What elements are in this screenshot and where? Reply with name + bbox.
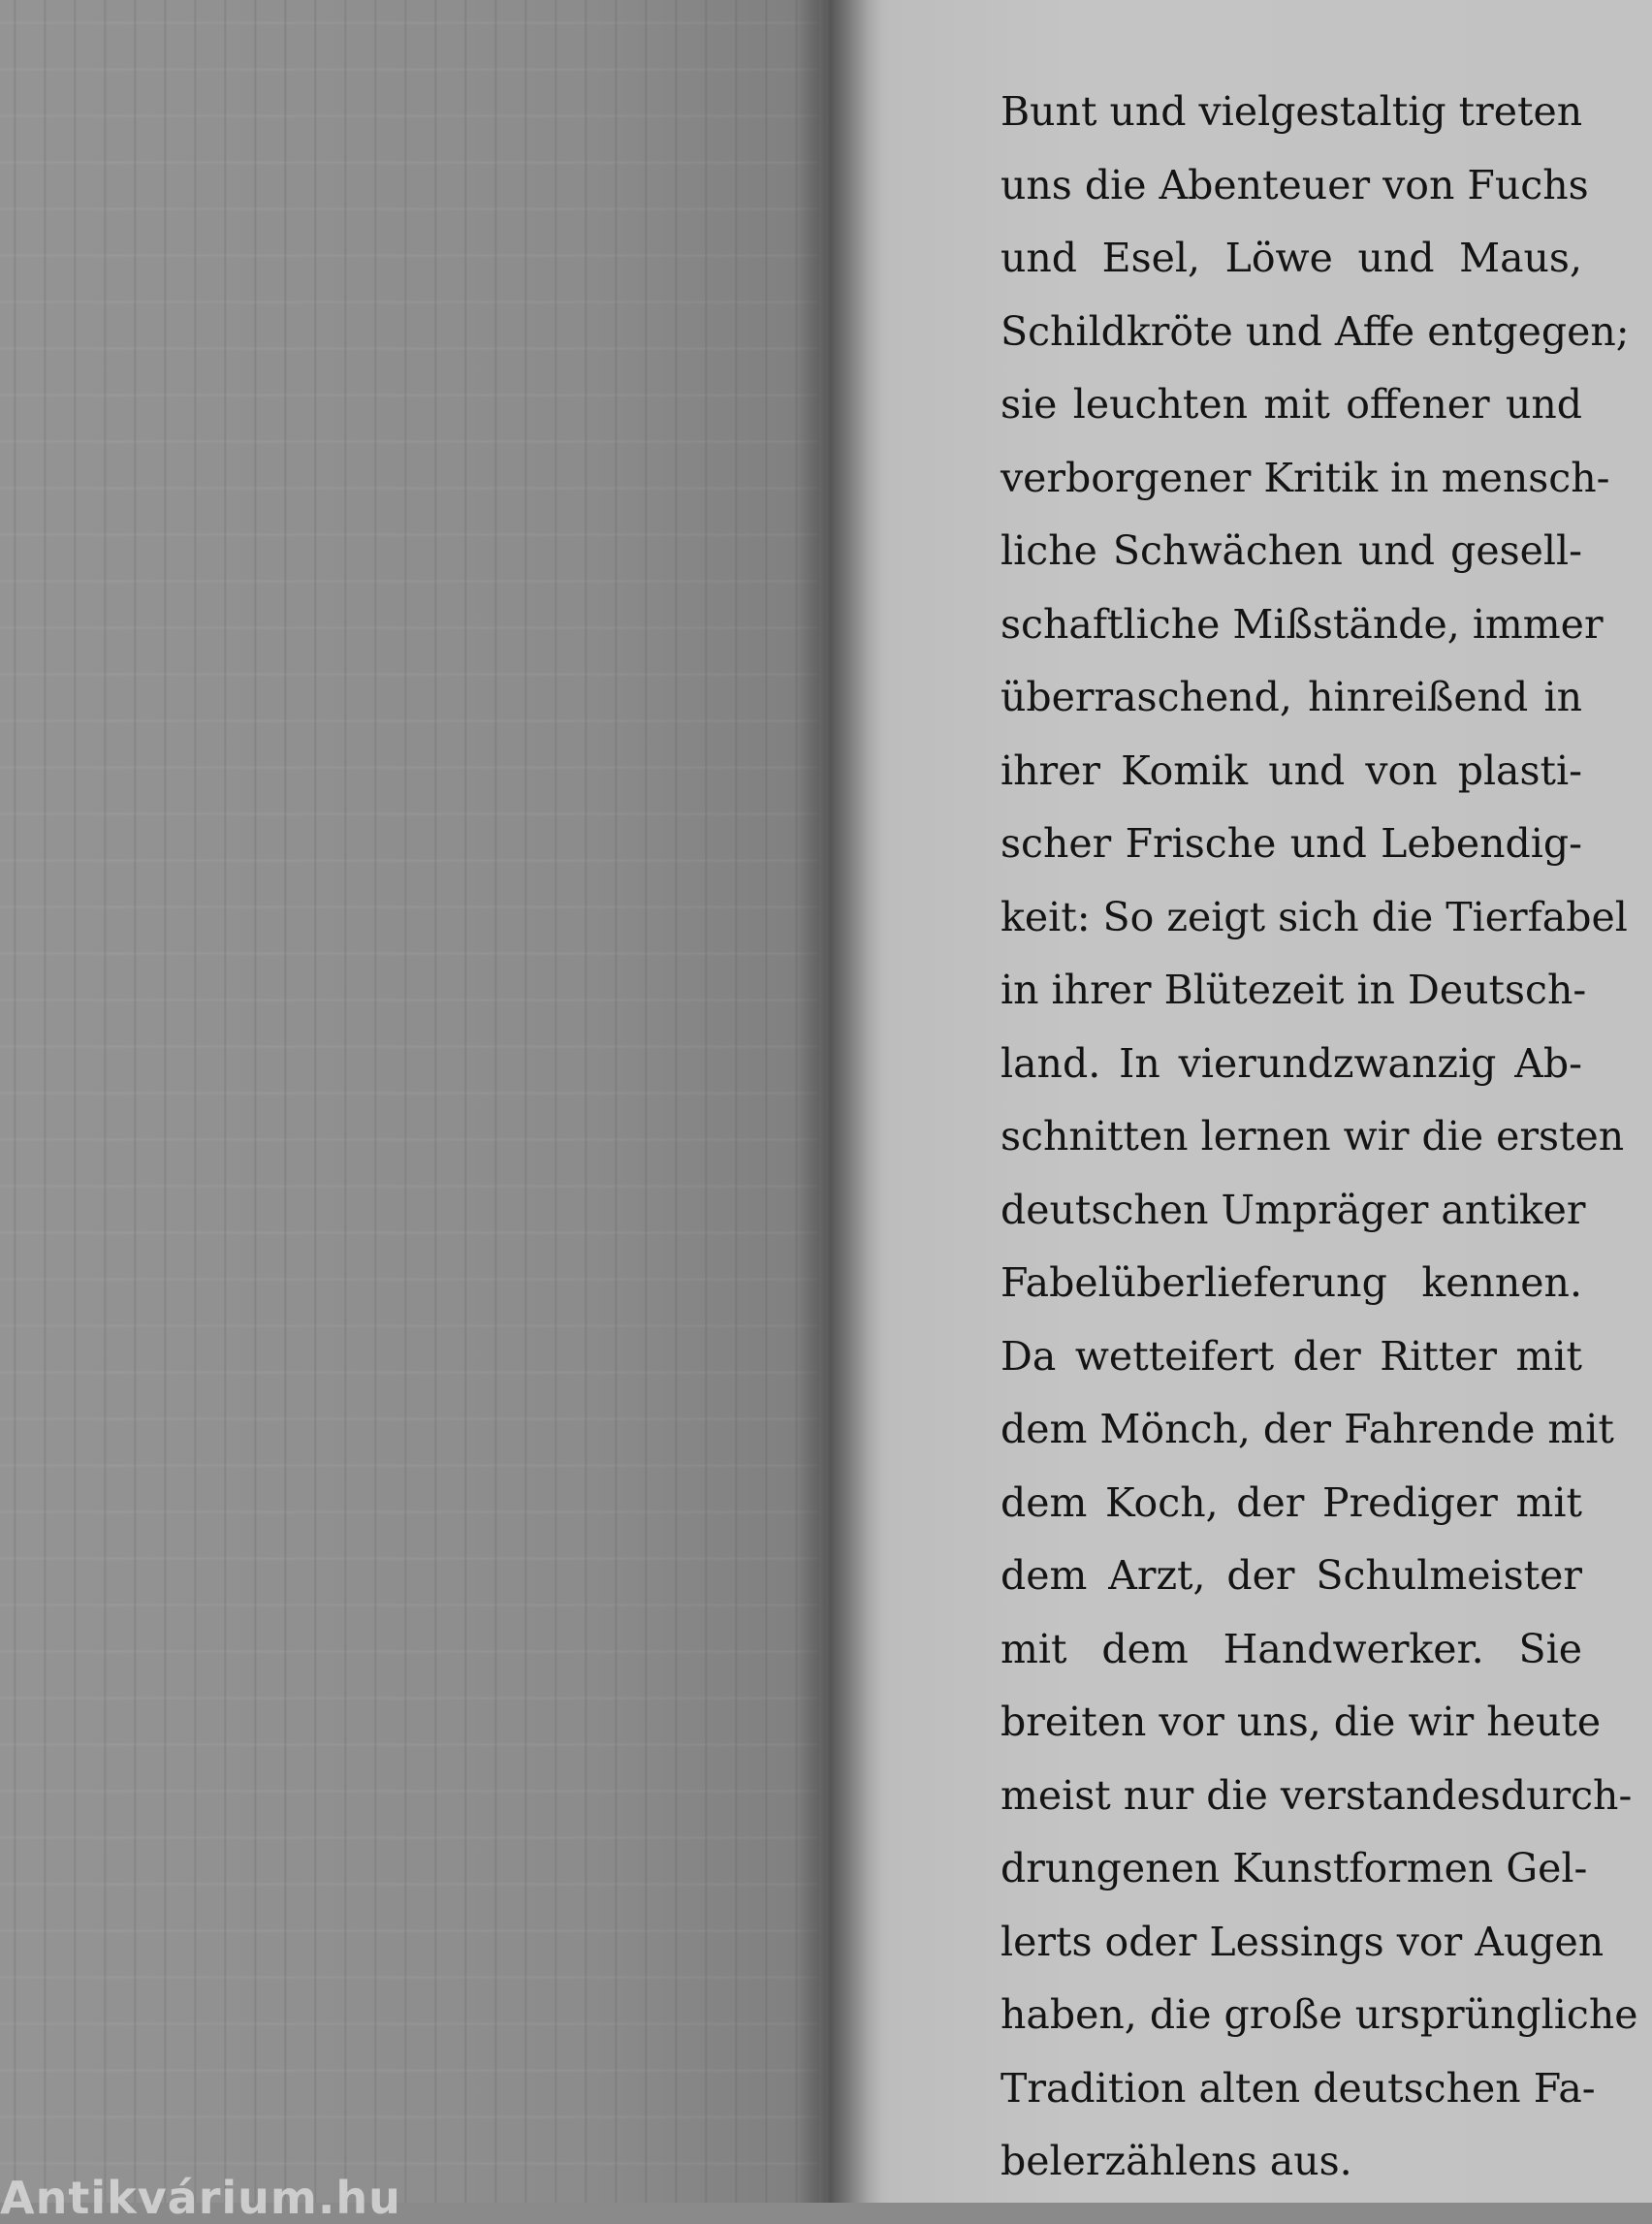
text-line: breiten vor uns, die wir heute [1001, 1699, 1602, 1745]
text-line: land. In vierundzwanzig Ab- [1001, 1039, 1582, 1087]
text-line: schaftliche Mißstände, immer [1001, 600, 1604, 648]
text-line: liche Schwächen und gesell- [1001, 527, 1582, 574]
text-line: drungenen Kunstformen Gel- [1001, 1845, 1588, 1891]
text-line: haben, die große ursprüngliche [1001, 1991, 1638, 2038]
text-line: dem Koch, der Prediger mit [1001, 1478, 1582, 1526]
text-line: Fabelüberlieferung kennen. [1001, 1259, 1582, 1306]
text-line: lerts oder Lessings vor Augen [1001, 1918, 1604, 1965]
text-line: meist nur die verstandesdurch- [1001, 1771, 1633, 1819]
watermark: Antikvárium.hu [0, 2172, 401, 2224]
text-line: dem Mönch, der Fahrende mit [1001, 1406, 1614, 1452]
text-line: scher Frische und Lebendig- [1001, 820, 1582, 867]
text-line: dem Arzt, der Schulmeister [1001, 1552, 1582, 1599]
text-line: überraschend, hinreißend in [1001, 674, 1582, 720]
text-line: ihrer Komik und von plasti- [1001, 747, 1582, 794]
text-line: Tradition alten deutschen Fa- [1001, 2064, 1596, 2112]
book-gutter [795, 0, 882, 2203]
text-line: belerzählens aus. [1001, 2138, 1352, 2184]
text-line: uns die Abenteuer von Fuchs [1001, 161, 1589, 208]
text-line: Bunt und vielgestaltig treten [1001, 88, 1583, 135]
text-line: sie leuchten mit offener und [1001, 381, 1582, 428]
left-page [0, 0, 819, 2203]
text-line: Da wetteifert der Ritter mit [1001, 1332, 1582, 1380]
text-line: keit: So zeigt sich die Tierfabel [1001, 893, 1628, 940]
text-line: in ihrer Blütezeit in Deutsch- [1001, 967, 1587, 1013]
body-text [1001, 76, 1638, 2199]
text-line: Schildkröte und Affe entgegen; [1001, 307, 1630, 355]
text-line: schnitten lernen wir die ersten [1001, 1113, 1625, 1160]
text-line: deutschen Umpräger antiker [1001, 1186, 1586, 1233]
text-line: mit dem Handwerker. Sie [1001, 1625, 1582, 1672]
text-line: verborgener Kritik in mensch- [1001, 454, 1610, 501]
text-line: und Esel, Löwe und Maus, [1001, 235, 1582, 281]
